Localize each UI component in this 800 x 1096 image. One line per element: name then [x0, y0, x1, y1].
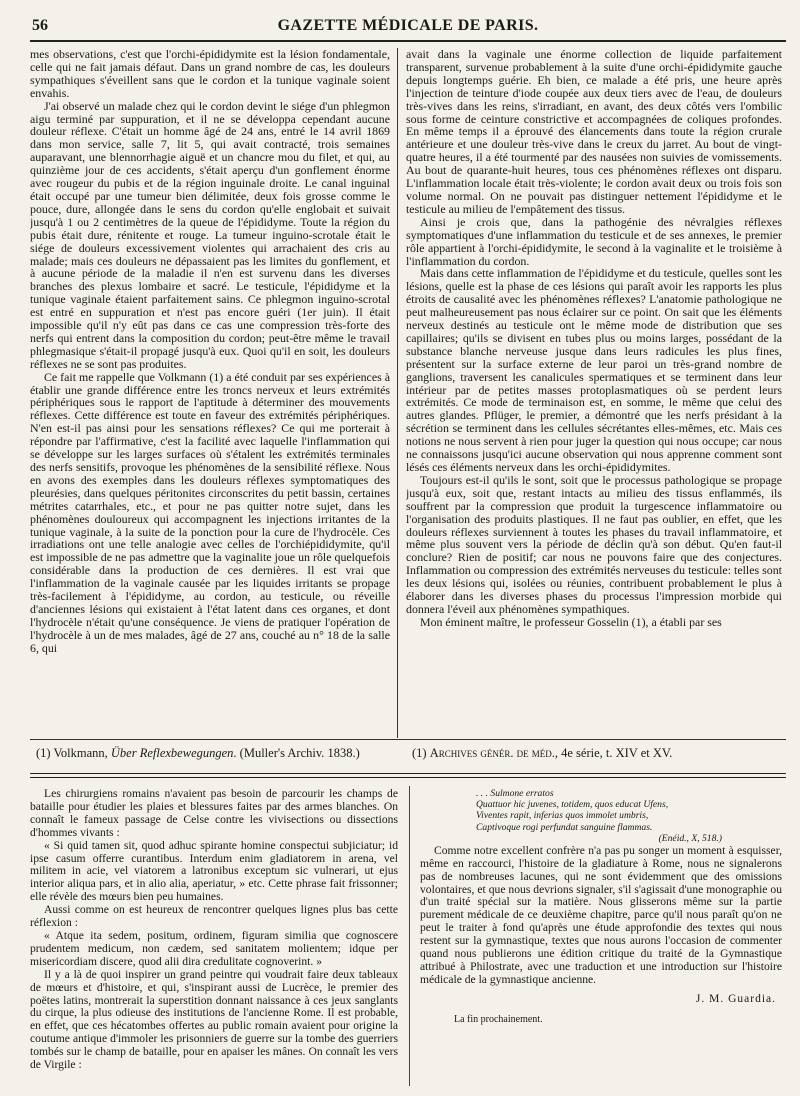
- footnote-title: Über Reflexbewegungen: [110, 746, 234, 760]
- verse-line: Captivoque rogi perfundat sanguine flammas.: [476, 821, 653, 833]
- right-column: [406, 48, 782, 734]
- latin-quote: « Atque ita sedem, positum, ordinem, figuram similia que cognoscere prudentem medicum, non cædem, sed sanitatem molientem; idque per misericordiam discere, quod alii dira credulitate cognoverint. »: [30, 928, 398, 968]
- footnote-suffix: . (Muller's Archiv. 1838.): [233, 746, 360, 760]
- paragraph: avait dans la vaginale une énorme collection de liquide parfaitement transparent, survenue probablement à la suite d'une orchi-épididymite gauche depuis longtemps guérie. Eh bien, ce malade a été pris, une heure après l'injection de teinture d'iode coupée aux deux tiers avec de l'eau, de douleurs très-vives dans les reins, s'irradiant, en avant, des deux côtés vers l'ombilic sous forme de ceinture constrictive et accompagnées de coliques profondes. En même temps il a éprouvé des élancements dans toute la région crurale antérieure et une douleur très-vive dans le creux du jarret. Au bout de vingt-quatre heures, il a été tourmenté par des nausées non suivies de vomissements. Au bout de quarante-huit heures, tous ces phénomènes réflexes ont disparu. L'inflammation locale était très-violente; le cordon avait deux ou trois fois son volume normal. On ne pouvait pas distinguer nettement l'épididyme et le testicule au milieu de l'empâtement des tissus.: [406, 48, 782, 216]
- footnote-left: [36, 746, 360, 761]
- verse-line: Viventes rapit, inferias quos immolet umbris,: [476, 810, 649, 822]
- feuilleton-left-column: [30, 788, 398, 1088]
- footnote-rule: [30, 739, 786, 740]
- virgil-verse: [476, 788, 782, 833]
- column-divider: [397, 48, 398, 738]
- left-column: [30, 48, 390, 734]
- paragraph: Ainsi je crois que, dans la pathogénie des névralgies réflexes symptomatiques d'une inflammation du testicule et de ses annexes, le premier rôle appartient à l'orchi-épididymite, le second à la vaginalite et le troisième à l'inflammation du cordon.: [406, 214, 782, 268]
- paragraph: Mais dans cette inflammation de l'épididyme et du testicule, quelles sont les lésions, quelle est la phase de ces lésions qui paraît avoir les rapports les plus étroits de causalité avec les phénomènes réflexes? L'anatomie pathologique ne peut malheureusement pas nous éclairer sur ce point. On sait que les éléments nerveux destinés au testicule ont le même mode de distribution que ses capillaires; qu'ils se divisent en tubes plus ou moins larges, possédant de la substance blanche nerveuse jusque dans leurs radicules les plus fines, présentent sur la surface externe de leur paroi un très-grand nombre de ganglions, traversent les canalicules spermatiques et se terminent dans leur intérieur par de petites masses protoplasmatiques où se perdent leurs extrémités. Ce mode de terminaison est, en somme, le même que celui des autres glandes. Pflüger, le premier, a démontré que les nerfs présidant à la sécrétion se terminent dans les cellules sécrétantes elles-mêmes, etc. Mais ces notions ne nous servent à rien pour juger la question qui nous occupe; car nous ne connaissons jusqu'ici aucune observation qui nous apprenne comment sont lésés ces éléments nerveux dans les orchi-épididymites.: [406, 266, 782, 474]
- feuilleton-divider: [409, 786, 410, 1086]
- paragraph: J'ai observé un malade chez qui le cordon devint le siége d'un phlegmon aigu terminé par suppuration, et il ne se développa cependant aucune douleur réflexe. C'était un homme âgé de 24 ans, entré le 14 avril 1869 dans mon service, salle 7, lit 5, qui avait contracté, trois semaines auparavant, une blennorrhagie aiguë et un chancre mou du filet, et qui, au quinzième jour de ces accidents, s'était aperçu d'un gonflement énorme avec rougeur du pubis et de la région inguinale droite. Le canal inguinal était occupé par une tumeur bien délimitée, deux fois grosse comme le pouce, dure, allongée dans le sens du cordon qu'elle englobait et suivait jusqu'à 1 ou 2 centimètres de la queue de l'épididyme. Toute la région du pubis était dure, rénitente et rouge. La tumeur inguino-scrotale était le siége de douleurs excessivement violentes qui arrachaient des cris au malade; mais ces douleurs ne dépassaient pas les limites du gonflement, et à aucune période de la maladie il n'en est survenu dans les diverses branches des plexus lombaire et sacré. Le testicule, l'épididyme et la tunique vaginale étaient parfaitement sains. Ce phlegmon inguino-scrotal est entré en suppuration et n'est pas encore guéri (1er juin). Il était impossible qu'il n'y eût pas dans ce cas une compression très-forte des nerfs qui entrent dans la composition du cordon; peut-être même le travail phlegmasique s'était-il propagé jusqu'à eux. Quoi qu'il en soit, les douleurs réflexes ne se sont pas produites.: [30, 98, 390, 371]
- author-signature: J. M. Guardia.: [695, 992, 776, 1005]
- footnote-right: [412, 746, 672, 761]
- footnote-suffix: , 4e série, t. XIV et XV.: [554, 746, 673, 760]
- paragraph: Aussi comme on est heureux de rencontrer quelques lignes plus bas cette réflexion :: [30, 903, 398, 930]
- paragraph: Ce fait me rappelle que Volkmann (1) a été conduit par ses expériences à établir une grande différence entre les troncs nerveux et leurs extrémités périphériques sous le rapport de l'aptitude à déterminer des mouvements réflexes. Cette différence est toute en faveur des extrémités périphériques. N'en est-il pas ainsi pour les sensations réflexes? Ce qui me porterait à répondre par l'affirmative, c'est la facilité avec laquelle l'inflammation qui se développe sur les larges surfaces où s'étalent les extrémités terminales des nerfs sensitifs, provoque les phénomènes de la sensibilité réflexe. Nous en avons des exemples dans les douleurs réflexes symptomatiques des pleurésies, dans quelques péritonites circonscrites du petit bassin, certaines métrites catarrhales, etc., et pour ne pas quitter notre sujet, dans les phénomènes douloureux qui accompagnent les injections irritantes de la tunique vaginale, à la suite de la ponction pour la cure de l'hydrocèle. Ces irradiations ont une telle analogie avec celles de l'orchiépididymite, qu'il est impossible de ne pas admettre que la vaginalite joue un rôle quelquefois considérable dans la production de ces dernières. Il est vrai que l'inflammation de la vaginale causée par les liquides irritants se propage très-facilement à l'épididyme, au cordon, au testicule, ou réveille d'anciennes lésions qui existaient à l'état latent dans ces organes, et dont l'hydrocèle n'était qu'une conséquence. Je viens de pratiquer l'opération de l'hydrocèle à un de mes malades, âgé de 27 ans, couché au n° 18 de la salle 6, qui: [30, 369, 390, 655]
- to-be-continued: La fin prochainement.: [454, 1013, 543, 1025]
- paragraph: Comme notre excellent confrère n'a pas pu songer un moment à esquisser, même en raccourci, l'histoire de la gladiature à Rome, nous ne signalerons pas de nombreuses lacunes, qui ne sont évidemment que des omissions volontaires, et que nous devrions signaler, s'il s'agissait d'une monographie ou d'un traité spécial sur la matière. Nous glisserons même sur la partie purement médicale de ce deuxième chapitre, parce qu'il nous paraît qu'on ne peut le traiter à fond qu'après une étude approfondie des textes qui nous restent sur la gymnastique, textes que nous aurons l'occasion de commenter quand nous publierons une édition critique du traité de la Gymnastique attribué à Philostrate, avec une traduction et une introduction sur l'histoire médicale de la gymnastique ancienne.: [420, 843, 782, 986]
- feuilleton-rule: [30, 773, 786, 778]
- paragraph: Les chirurgiens romains n'avaient pas besoin de parcourir les champs de bataille pour étudier les plaies et blessures faites par des armes blanches. On connaît le fameux passage de Celse contre les vivisections ou dissections d'hommes vivants :: [30, 788, 398, 839]
- page-number: 56: [32, 17, 48, 34]
- footnote-source: Archives génér. de méd.: [429, 746, 555, 760]
- paragraph: Mon éminent maître, le professeur Gosselin (1), a établi par ses: [420, 614, 722, 629]
- latin-quote: « Si quid tamen sit, quod adhuc spirante homine conspectui subjiciatur; id ipse casum offerre curantibus. Interdum enim gladiatorem in arena, vel militem in acie, vel viatorem a latronibus exceptum sic vulnerari, ut ejus interior aliqua pars, et in alio alia, aperiatur, » etc. Cette phrase fait frissonner; elle révèle des mœurs bien peu humaines.: [30, 838, 398, 904]
- verse-line: . . . Sulmone erratos: [476, 788, 554, 799]
- journal-title: GAZETTE MÉDICALE DE PARIS.: [277, 17, 539, 34]
- footnote-prefix: (1) Volkmann,: [36, 746, 111, 760]
- header-rule: [30, 40, 786, 42]
- verse-citation: (Enéid., X, 518.): [658, 832, 722, 844]
- paragraph: Il y a là de quoi inspirer un grand peintre qui voudrait faire deux tableaux de mœurs et d'histoire, et qui, s'inspirant aussi de Lucrèce, le premier des poëtes latins, montrerait la superstition donnant naissance à ces jeux sanglants du cirque, la plus odieuse des institutions de l'ancienne Rome. Il est probable, en effet, que ces hécatombes offertes au public romain avaient pour origine la coutume antique d'immoler les prisonniers de guerre sur la tombe des guerriers tombés sur le champ de bataille, pour en apaiser les mânes. On connaît les vers de Virgile :: [30, 967, 398, 1072]
- paragraph: mes observations, c'est que l'orchi-épididymite est la lésion fondamentale, celle qui ne fait jamais défaut. Dans un grand nombre de cas, les douleurs sympathiques s'éveillent sans que le cordon et la tunique vaginale soient envahis.: [30, 48, 390, 100]
- feuilleton-right-column: [420, 788, 782, 1088]
- page-header: [30, 15, 786, 37]
- footnote-prefix: (1): [412, 746, 430, 760]
- verse-line: Quattuor hic juvenes, totidem, quos educat Ufens,: [476, 799, 669, 811]
- paragraph: Toujours est-il qu'ils le sont, soit que le processus pathologique se propage jusqu'à eux, soit que, restant intacts au milieu des tissus enflammés, ils souffrent par la compression que produit la turgescence inflammatoire ou l'organisation des produits plastiques. Il ne faut pas oublier, en effet, que les douleurs réflexes surviennent à toutes les phases du travail inflammatoire, et même plus souvent vers la période de déclin qu'à son début. Qu'en faut-il conclure? Rien de positif; car nous ne pouvons faire que des conjectures. Inflammation ou compression des extrémités nerveuses du testicule: telles sont les deux lésions qui, isolées ou réunies, contribuent probablement le plus à élaborer dans les diverses phases du processus l'impression morbide qui donnera l'éveil aux phénomènes sympathiques.: [406, 472, 782, 616]
